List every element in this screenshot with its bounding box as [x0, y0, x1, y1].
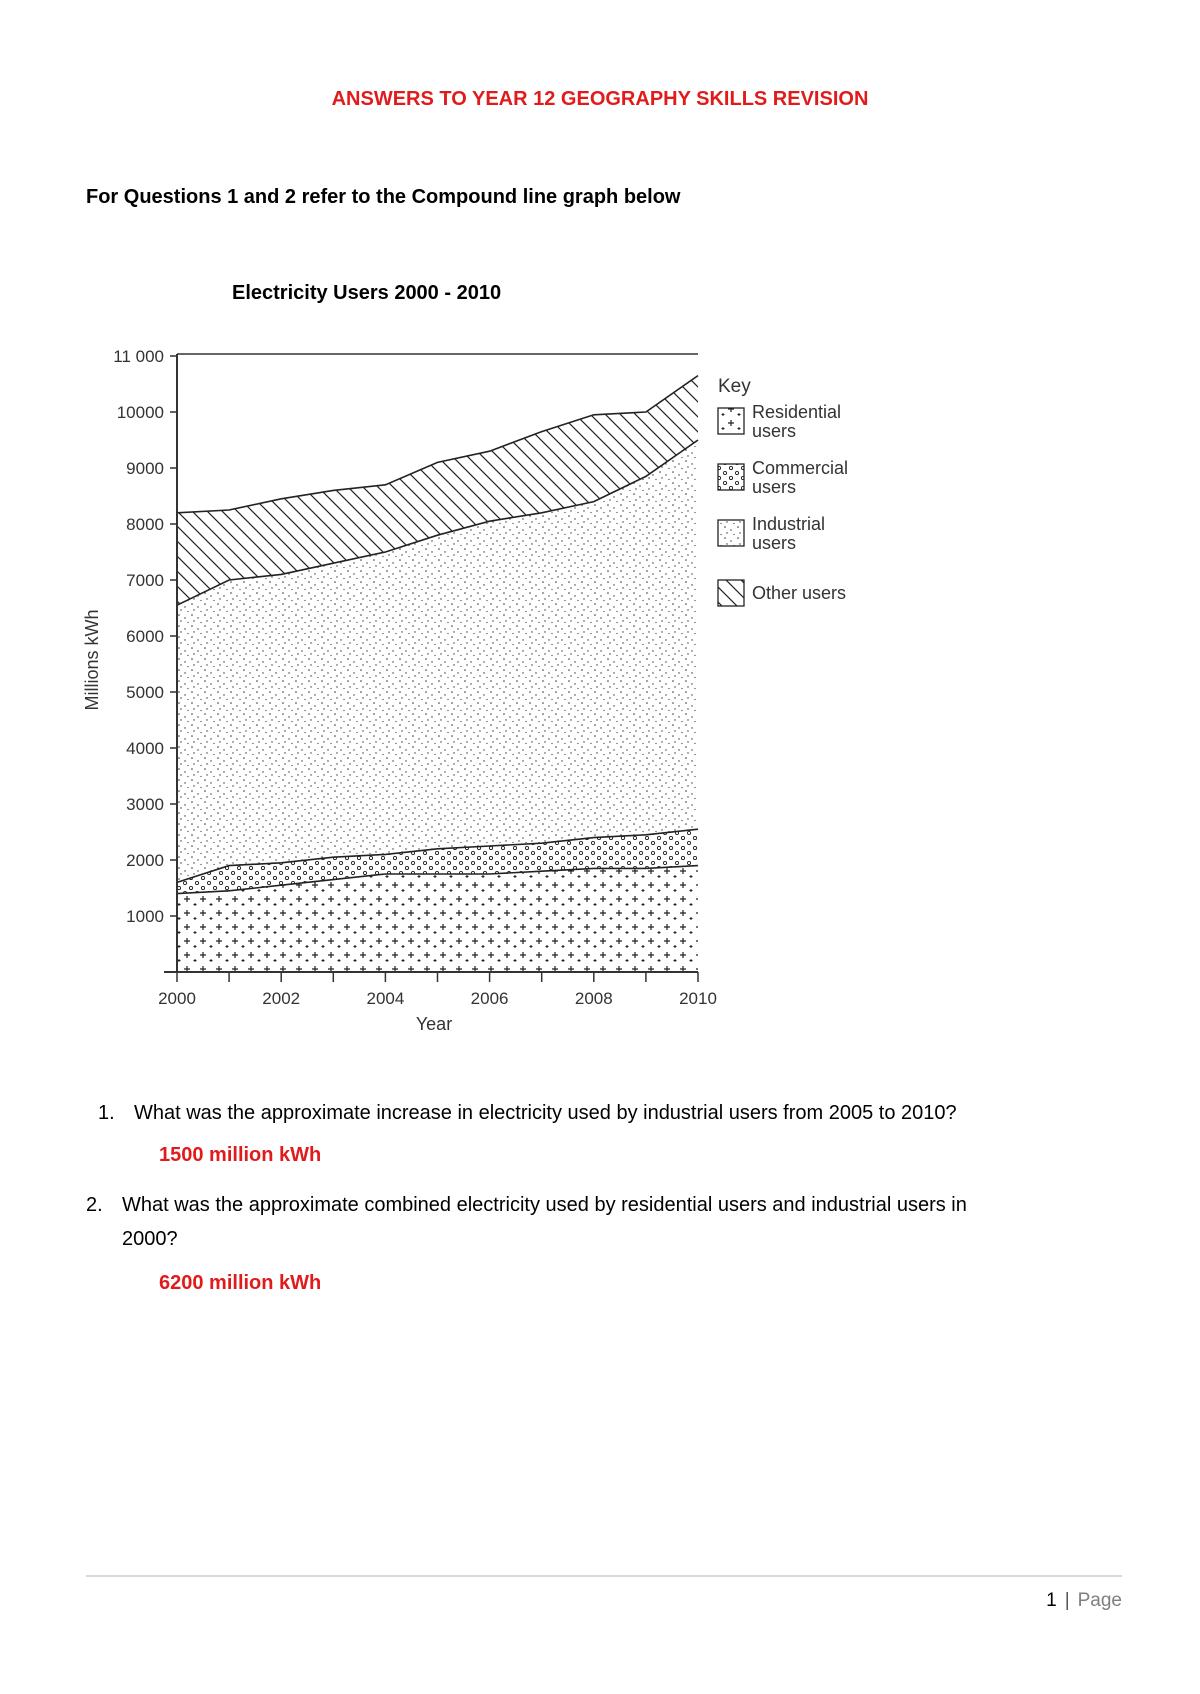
question-1-text: What was the approximate increase in electricity used by industrial users from 2005 to 2010? [134, 1102, 957, 1124]
x-tick-label: 2004 [366, 989, 405, 1008]
x-tick-label: 2006 [470, 989, 509, 1008]
page-label: Page [1077, 1590, 1122, 1611]
page-footer [1046, 1590, 1122, 1612]
y-axis-ticks [113, 347, 177, 926]
y-tick-label: 11 000 [113, 347, 164, 366]
legend-swatch-other-users [718, 580, 744, 606]
y-axis-label: Millions kWh [82, 609, 102, 711]
question-2-text-line1: What was the approximate combined electricity used by residential users and industrial users in [122, 1194, 967, 1216]
legend-label: Industrial users [752, 514, 826, 553]
y-tick-label: 6000 [126, 627, 164, 646]
stacked-areas [177, 376, 698, 972]
y-tick-label: 8000 [126, 515, 164, 534]
y-tick-label: 3000 [126, 795, 164, 814]
y-tick-label: 9000 [126, 459, 164, 478]
y-tick-label: 10000 [116, 403, 164, 422]
page-separator: | [1064, 1590, 1070, 1611]
x-tick-label: 2010 [679, 989, 717, 1008]
question-2-text-line2: 2000? [122, 1228, 178, 1250]
y-tick-label: 1000 [126, 907, 164, 926]
y-tick-label: 5000 [126, 683, 164, 702]
question-1 [98, 1096, 1098, 1130]
legend-swatch-residential-users [718, 408, 744, 434]
y-tick-label: 2000 [126, 851, 164, 870]
x-tick-label: 2002 [262, 989, 301, 1008]
legend-label: Commercial users [752, 458, 849, 497]
legend-label: Residential users [752, 402, 842, 441]
x-axis-ticks [158, 972, 717, 1008]
question-1-number: 1. [98, 1102, 115, 1124]
document-title: ANSWERS TO YEAR 12 GEOGRAPHY SKILLS REVISION [331, 88, 869, 110]
page-number: 1 [1046, 1590, 1057, 1611]
question-2 [86, 1188, 1116, 1258]
x-tick-label: 2000 [158, 989, 196, 1008]
x-axis-label: Year [415, 1014, 453, 1034]
y-tick-label: 4000 [126, 739, 164, 758]
legend-title: Key [718, 376, 751, 397]
legend-swatch-industrial-users [718, 520, 744, 546]
y-tick-label: 7000 [126, 571, 164, 590]
chart-title: Electricity Users 2000 - 2010 [232, 282, 502, 304]
answer-1: 1500 million kWh [159, 1144, 322, 1166]
legend-swatch-commercial-users [718, 464, 744, 490]
compound-line-graph [82, 347, 946, 1130]
answer-2: 6200 million kWh [159, 1272, 322, 1294]
x-tick-label: 2008 [574, 989, 613, 1008]
intro-text: For Questions 1 and 2 refer to the Compound line graph below [86, 186, 681, 208]
question-2-number: 2. [86, 1194, 103, 1216]
legend-label: Other users [752, 583, 847, 603]
chart-legend [718, 376, 848, 606]
footer-divider [86, 1575, 1122, 1577]
